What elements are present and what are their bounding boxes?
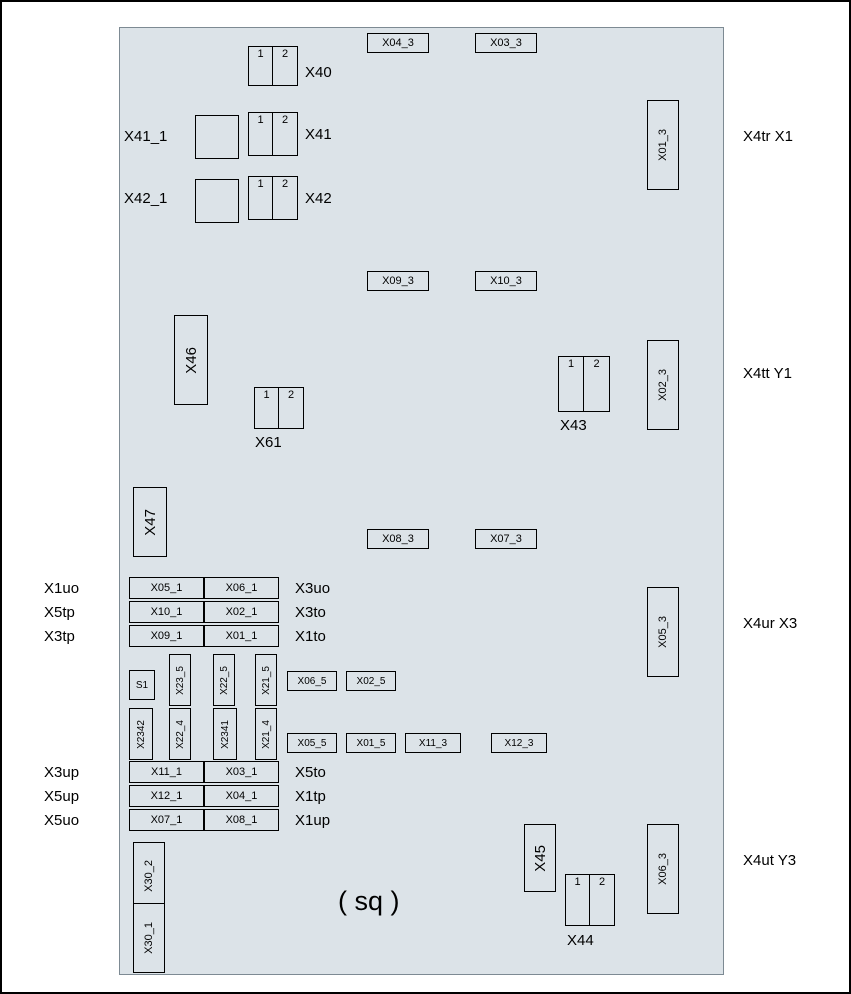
pin-label: 2 bbox=[281, 48, 289, 60]
diagram-panel bbox=[119, 27, 724, 975]
box-x21-4-label: X21_4 bbox=[260, 719, 272, 749]
connector-x61-label: X61 bbox=[255, 434, 282, 451]
box-x06-5[interactable]: X06_5 bbox=[287, 671, 337, 691]
box-x22-5[interactable] bbox=[213, 654, 235, 706]
matrix-lower-left-label-2: X5uo bbox=[44, 812, 80, 829]
connector-x44[interactable] bbox=[565, 874, 615, 926]
box-x21-5-label: X21_5 bbox=[260, 665, 272, 695]
connector-x41-label: X41 bbox=[305, 126, 332, 143]
box-x05-3[interactable] bbox=[647, 587, 679, 677]
box-x02-3-label: X02_3 bbox=[657, 369, 669, 401]
box-x21-5[interactable] bbox=[255, 654, 277, 706]
box-x2342-label: X2342 bbox=[135, 719, 147, 749]
box-x05-5[interactable]: X05_5 bbox=[287, 733, 337, 753]
matrix-upper-right-label-1: X3to bbox=[295, 604, 326, 621]
pin-label: 2 bbox=[598, 876, 606, 888]
connector-x61[interactable] bbox=[254, 387, 304, 429]
box-x30-1[interactable] bbox=[133, 903, 165, 973]
connector-x43[interactable] bbox=[558, 356, 610, 412]
box-s1[interactable] bbox=[129, 670, 155, 700]
group-label-x4ur-x3: X4ur X3 bbox=[743, 615, 798, 632]
connector-x42-label: X42 bbox=[305, 190, 332, 207]
matrix-upper-left-label-1: X5tp bbox=[44, 604, 75, 621]
box-x12-1[interactable]: X12_1 bbox=[129, 785, 204, 807]
box-x09-1[interactable]: X09_1 bbox=[129, 625, 204, 647]
matrix-lower-left-label-0: X3up bbox=[44, 764, 80, 781]
box-x47-label: X47 bbox=[141, 508, 159, 536]
box-x11-3[interactable]: X11_3 bbox=[405, 733, 461, 753]
box-x01-1[interactable]: X01_1 bbox=[204, 625, 279, 647]
box-x30-2[interactable] bbox=[133, 842, 165, 910]
box-x01-5[interactable]: X01_5 bbox=[346, 733, 396, 753]
pin-label: 2 bbox=[281, 178, 289, 190]
matrix-lower-left-label-1: X5up bbox=[44, 788, 80, 805]
matrix-lower-right-label-0: X5to bbox=[295, 764, 326, 781]
box-x05-3-label: X05_3 bbox=[657, 616, 669, 648]
pin-label: 2 bbox=[593, 358, 600, 370]
box-x08-1[interactable]: X08_1 bbox=[204, 809, 279, 831]
box-x06-1[interactable]: X06_1 bbox=[204, 577, 279, 599]
pin-label: 1 bbox=[559, 357, 584, 411]
matrix-upper-right-label-0: X3uo bbox=[295, 580, 331, 597]
box-x01-3[interactable] bbox=[647, 100, 679, 190]
group-label-x4ut-y3: X4ut Y3 bbox=[743, 852, 797, 869]
matrix-upper-left-label-0: X1uo bbox=[44, 580, 80, 597]
box-x04-3[interactable]: X04_3 bbox=[367, 33, 429, 53]
box-x07-1[interactable]: X07_1 bbox=[129, 809, 204, 831]
connector-x40-label: X40 bbox=[305, 64, 332, 81]
diagram-caption: ( sq ) bbox=[338, 886, 400, 916]
box-x47[interactable] bbox=[133, 487, 167, 557]
box-x02-1[interactable]: X02_1 bbox=[204, 601, 279, 623]
box-x11-1[interactable]: X11_1 bbox=[129, 761, 204, 783]
box-x04-1[interactable]: X04_1 bbox=[204, 785, 279, 807]
box-x45-label: X45 bbox=[531, 844, 549, 872]
box-x46-label: X46 bbox=[182, 346, 200, 374]
box-x22-5-label: X22_5 bbox=[218, 665, 230, 695]
box-x23-5-label: X23_5 bbox=[174, 665, 186, 695]
box-x46[interactable] bbox=[174, 315, 208, 405]
group-label-x4tr-x1: X4tr X1 bbox=[743, 128, 794, 145]
box-x03-3[interactable]: X03_3 bbox=[475, 33, 537, 53]
pin-label: 1 bbox=[249, 177, 273, 219]
box-x23-5[interactable] bbox=[169, 654, 191, 706]
connector-x40[interactable] bbox=[248, 46, 298, 86]
box-x06-3-label: X06_3 bbox=[657, 853, 669, 885]
group-label-x4tt-y1: X4tt Y1 bbox=[743, 365, 792, 382]
box-x01-3-label: X01_3 bbox=[657, 129, 669, 161]
connector-x44-label: X44 bbox=[567, 932, 594, 949]
box-x09-3[interactable]: X09_3 bbox=[367, 271, 429, 291]
box-x02-5[interactable]: X02_5 bbox=[346, 671, 396, 691]
pin-label: 2 bbox=[281, 114, 289, 126]
box-x2341[interactable] bbox=[213, 708, 237, 760]
matrix-upper-right-label-2: X1to bbox=[295, 628, 326, 645]
label-x42-1: X42_1 bbox=[124, 190, 168, 207]
box-x30-1-label: X30_1 bbox=[143, 922, 155, 954]
box-x08-3[interactable]: X08_3 bbox=[367, 529, 429, 549]
box-x10-3[interactable]: X10_3 bbox=[475, 271, 537, 291]
box-x07-3[interactable]: X07_3 bbox=[475, 529, 537, 549]
box-x06-3[interactable] bbox=[647, 824, 679, 914]
box-s1-label: S1 bbox=[135, 679, 149, 691]
box-x2342[interactable] bbox=[129, 708, 153, 760]
box-x03-1[interactable]: X03_1 bbox=[204, 761, 279, 783]
box-x41-1[interactable] bbox=[195, 115, 239, 159]
matrix-upper-left-label-2: X3tp bbox=[44, 628, 75, 645]
box-x30-2-label: X30_2 bbox=[143, 860, 155, 892]
box-x45[interactable] bbox=[524, 824, 556, 892]
pin-label: 2 bbox=[287, 389, 295, 401]
label-x41-1: X41_1 bbox=[124, 128, 168, 145]
box-x12-3[interactable]: X12_3 bbox=[491, 733, 547, 753]
box-x10-1[interactable]: X10_1 bbox=[129, 601, 204, 623]
box-x22-4[interactable] bbox=[169, 708, 191, 760]
box-x05-1[interactable]: X05_1 bbox=[129, 577, 204, 599]
box-x2341-label: X2341 bbox=[219, 719, 231, 749]
matrix-lower-right-label-1: X1tp bbox=[295, 788, 326, 805]
connector-x42[interactable] bbox=[248, 176, 298, 220]
connector-x41[interactable] bbox=[248, 112, 298, 156]
box-x02-3[interactable] bbox=[647, 340, 679, 430]
box-x42-1[interactable] bbox=[195, 179, 239, 223]
pin-label: 1 bbox=[249, 113, 273, 155]
pin-label: 1 bbox=[255, 388, 279, 428]
box-x21-4[interactable] bbox=[255, 708, 277, 760]
connector-x43-label: X43 bbox=[560, 417, 587, 434]
pin-label: 1 bbox=[566, 875, 590, 925]
matrix-lower-right-label-2: X1up bbox=[295, 812, 331, 829]
box-x22-4-label: X22_4 bbox=[174, 719, 186, 749]
pin-label: 1 bbox=[249, 47, 273, 85]
